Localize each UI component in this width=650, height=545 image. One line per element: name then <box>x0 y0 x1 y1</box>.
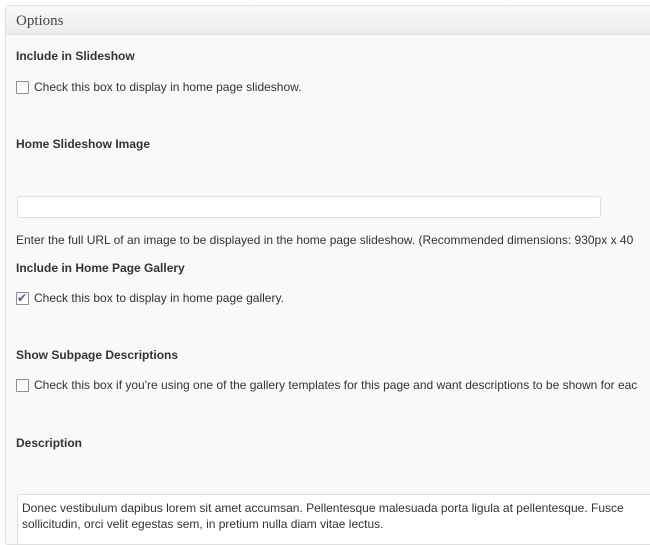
gallery-label: Include in Home Page Gallery <box>16 261 185 275</box>
subpage-descriptions-label: Show Subpage Descriptions <box>16 348 179 362</box>
gallery-checkbox[interactable] <box>16 292 29 305</box>
slideshow-label: Include in Slideshow <box>16 49 135 63</box>
subpage-descriptions-check-row[interactable] <box>16 378 637 392</box>
subpage-descriptions-checkbox[interactable] <box>16 379 29 392</box>
description-label: Description <box>16 436 83 450</box>
slideshow-checkbox[interactable] <box>16 81 29 94</box>
slideshow-image-label: Home Slideshow Image <box>16 137 151 151</box>
panel-title: Options <box>6 6 650 35</box>
slideshow-check-row[interactable] <box>16 80 302 94</box>
description-textarea[interactable] <box>17 494 650 545</box>
gallery-checkbox-label[interactable]: Check this box to display in home page gallery. <box>34 291 284 305</box>
slideshow-checkbox-label[interactable]: Check this box to display in home page slideshow. <box>34 80 302 94</box>
slideshow-image-input[interactable] <box>17 196 601 218</box>
subpage-descriptions-checkbox-label[interactable]: Check this box if you're using one of the gallery templates for this page and want descriptions to be shown for eac <box>34 378 638 392</box>
options-panel <box>5 5 650 545</box>
slideshow-image-help: Enter the full URL of an image to be displayed in the home page slideshow. (Recommended dimensions: 930px x 40 <box>16 233 634 247</box>
gallery-check-row[interactable] <box>16 291 284 305</box>
checkmark-icon: ✔ <box>17 290 28 305</box>
